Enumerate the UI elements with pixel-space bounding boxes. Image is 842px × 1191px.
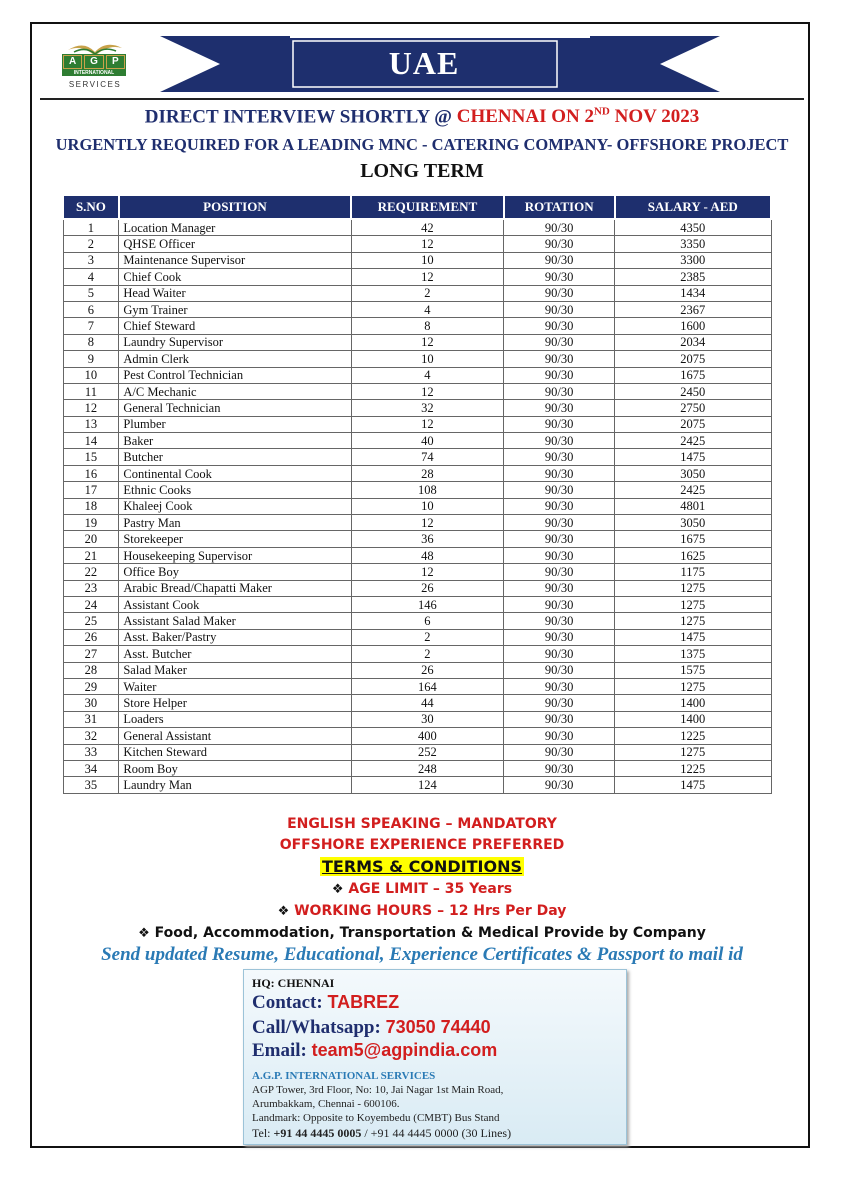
cell-salary: 1275	[615, 596, 771, 612]
cell-sno: 20	[63, 531, 119, 547]
cell-position: Waiter	[119, 678, 351, 694]
table-row	[63, 744, 771, 760]
cell-sno: 35	[63, 777, 119, 793]
cell-rotation: 90/30	[504, 269, 615, 285]
cell-position: QHSE Officer	[119, 236, 351, 252]
cell-position: Arabic Bread/Chapatti Maker	[119, 580, 351, 596]
table-row	[63, 236, 771, 252]
headline-city-date	[457, 106, 700, 127]
cell-position: Gym Trainer	[119, 301, 351, 317]
table-row	[63, 433, 771, 449]
tel-label: Tel:	[252, 1126, 274, 1140]
cell-requirement: 164	[351, 678, 504, 694]
cell-requirement: 30	[351, 711, 504, 727]
cell-position: Asst. Butcher	[119, 646, 351, 662]
cell-salary: 2750	[615, 400, 771, 416]
cell-requirement: 28	[351, 465, 504, 481]
table-row	[63, 498, 771, 514]
cell-sno: 1	[63, 219, 119, 236]
cell-salary: 3050	[615, 515, 771, 531]
cell-position: Location Manager	[119, 219, 351, 236]
cell-sno: 22	[63, 564, 119, 580]
cell-rotation: 90/30	[504, 498, 615, 514]
terms-text: TERMS & CONDITIONS	[321, 857, 523, 876]
cell-rotation: 90/30	[504, 580, 615, 596]
table-row	[63, 269, 771, 285]
cell-requirement: 12	[351, 383, 504, 399]
tel-main[interactable]: +91 44 4445 0005	[273, 1126, 362, 1140]
address-line: AGP Tower, 3rd Floor, No: 10, Jai Nagar 1st Main Road,	[252, 1084, 504, 1096]
cell-requirement: 36	[351, 531, 504, 547]
cell-sno: 29	[63, 678, 119, 694]
cell-salary: 2385	[615, 269, 771, 285]
cell-rotation: 90/30	[504, 678, 615, 694]
hours-text: WORKING HOURS – 12 Hrs Per Day	[294, 903, 567, 919]
cell-salary: 1475	[615, 777, 771, 793]
org-name: A.G.P. INTERNATIONAL SERVICES	[252, 1070, 436, 1082]
cell-requirement: 8	[351, 318, 504, 334]
table-row	[63, 760, 771, 776]
table-row	[63, 351, 771, 367]
table-header-row	[63, 196, 771, 219]
table-row	[63, 777, 771, 793]
cell-salary: 4801	[615, 498, 771, 514]
cell-rotation: 90/30	[504, 351, 615, 367]
cell-sno: 2	[63, 236, 119, 252]
cell-sno: 4	[63, 269, 119, 285]
cell-salary: 1225	[615, 728, 771, 744]
cell-position: Assistant Salad Maker	[119, 613, 351, 629]
cell-sno: 21	[63, 547, 119, 563]
cell-requirement: 248	[351, 760, 504, 776]
cell-requirement: 4	[351, 367, 504, 383]
cell-sno: 10	[63, 367, 119, 383]
cell-salary: 1575	[615, 662, 771, 678]
cell-requirement: 12	[351, 334, 504, 350]
cell-position: Room Boy	[119, 760, 351, 776]
address-line: Arumbakkam, Chennai - 600106.	[252, 1098, 400, 1110]
cell-rotation: 90/30	[504, 383, 615, 399]
cell-rotation: 90/30	[504, 613, 615, 629]
cell-requirement: 12	[351, 236, 504, 252]
cell-requirement: 32	[351, 400, 504, 416]
call-number[interactable]: 73050 74440	[385, 1017, 491, 1037]
cell-requirement: 4	[351, 301, 504, 317]
send-instructions: Send updated Resume, Educational, Experience Certificates & Passport to mail id	[101, 944, 743, 965]
cell-position: Ethnic Cooks	[119, 482, 351, 498]
cell-position: Chief Steward	[119, 318, 351, 334]
table-row	[63, 301, 771, 317]
cell-rotation: 90/30	[504, 662, 615, 678]
cell-salary: 1175	[615, 564, 771, 580]
table-row	[63, 416, 771, 432]
cell-position: General Assistant	[119, 728, 351, 744]
cell-sno: 6	[63, 301, 119, 317]
cell-salary: 1375	[615, 646, 771, 662]
cell-rotation: 90/30	[504, 482, 615, 498]
cell-sno: 3	[63, 252, 119, 268]
cell-sno: 8	[63, 334, 119, 350]
agp-logo	[60, 40, 130, 92]
cell-salary: 1434	[615, 285, 771, 301]
cell-sno: 14	[63, 433, 119, 449]
cell-rotation: 90/30	[504, 564, 615, 580]
jobs-table	[62, 196, 772, 794]
cell-position: Assistant Cook	[119, 596, 351, 612]
cell-position: Chief Cook	[119, 269, 351, 285]
cell-requirement: 400	[351, 728, 504, 744]
cell-requirement: 252	[351, 744, 504, 760]
cell-requirement: 12	[351, 515, 504, 531]
cell-requirement: 146	[351, 596, 504, 612]
cell-position: Storekeeper	[119, 531, 351, 547]
cell-rotation: 90/30	[504, 318, 615, 334]
cell-sno: 23	[63, 580, 119, 596]
cell-salary: 3050	[615, 465, 771, 481]
cell-rotation: 90/30	[504, 301, 615, 317]
cell-position: Salad Maker	[119, 662, 351, 678]
cell-salary: 2450	[615, 383, 771, 399]
cell-position: Office Boy	[119, 564, 351, 580]
table-row	[63, 646, 771, 662]
table-row	[63, 465, 771, 481]
cell-sno: 18	[63, 498, 119, 514]
cell-salary: 1475	[615, 629, 771, 645]
cell-rotation: 90/30	[504, 465, 615, 481]
cell-sno: 28	[63, 662, 119, 678]
cell-position: General Technician	[119, 400, 351, 416]
table-row	[63, 515, 771, 531]
logo-international: INTERNATIONAL	[62, 70, 126, 76]
cell-requirement: 10	[351, 351, 504, 367]
cell-sno: 15	[63, 449, 119, 465]
cell-rotation: 90/30	[504, 449, 615, 465]
table-row	[63, 580, 771, 596]
cell-requirement: 74	[351, 449, 504, 465]
cell-salary: 1275	[615, 613, 771, 629]
header-position: POSITION	[119, 196, 351, 219]
offshore-requirement: OFFSHORE EXPERIENCE PREFERRED	[279, 837, 565, 853]
cell-rotation: 90/30	[504, 711, 615, 727]
headline-prefix: DIRECT INTERVIEW SHORTLY @	[144, 106, 457, 128]
cell-sno: 31	[63, 711, 119, 727]
cell-sno: 9	[63, 351, 119, 367]
cell-sno: 11	[63, 383, 119, 399]
contact-name: TABREZ	[327, 992, 400, 1012]
cell-salary: 2034	[615, 334, 771, 350]
cell-sno: 27	[63, 646, 119, 662]
benefits	[40, 925, 804, 941]
cell-salary: 3300	[615, 252, 771, 268]
cell-sno: 32	[63, 728, 119, 744]
cell-position: Baker	[119, 433, 351, 449]
cell-requirement: 6	[351, 613, 504, 629]
cell-position: Housekeeping Supervisor	[119, 547, 351, 563]
cell-sno: 24	[63, 596, 119, 612]
table-row	[63, 564, 771, 580]
cell-rotation: 90/30	[504, 252, 615, 268]
cell-rotation: 90/30	[504, 334, 615, 350]
table-row	[63, 285, 771, 301]
cell-rotation: 90/30	[504, 629, 615, 645]
cell-rotation: 90/30	[504, 367, 615, 383]
table-row	[63, 695, 771, 711]
cell-salary: 1400	[615, 695, 771, 711]
cell-sno: 30	[63, 695, 119, 711]
contact-phone	[252, 1017, 491, 1039]
cell-requirement: 12	[351, 269, 504, 285]
cell-position: Store Helper	[119, 695, 351, 711]
cell-sno: 25	[63, 613, 119, 629]
logo-letter: P	[106, 55, 125, 69]
cell-rotation: 90/30	[504, 728, 615, 744]
cell-position: Laundry Man	[119, 777, 351, 793]
cell-sno: 16	[63, 465, 119, 481]
table-row	[63, 400, 771, 416]
cell-salary: 1275	[615, 678, 771, 694]
cell-position: Pest Control Technician	[119, 367, 351, 383]
cell-salary: 1400	[615, 711, 771, 727]
cell-requirement: 124	[351, 777, 504, 793]
table-row	[63, 318, 771, 334]
cell-position: Head Waiter	[119, 285, 351, 301]
banner-title: UAE	[388, 44, 460, 81]
cell-rotation: 90/30	[504, 515, 615, 531]
table-row	[63, 252, 771, 268]
cell-salary: 1225	[615, 760, 771, 776]
cell-salary: 3350	[615, 236, 771, 252]
email-link[interactable]: team5@agpindia.com	[311, 1040, 498, 1060]
cell-sno: 17	[63, 482, 119, 498]
cell-requirement: 40	[351, 433, 504, 449]
cell-requirement: 12	[351, 416, 504, 432]
cell-position: Asst. Baker/Pastry	[119, 629, 351, 645]
cell-requirement: 108	[351, 482, 504, 498]
cell-position: Plumber	[119, 416, 351, 432]
header-divider	[40, 98, 804, 100]
cell-salary: 2075	[615, 416, 771, 432]
cell-rotation: 90/30	[504, 433, 615, 449]
age-text: AGE LIMIT – 35 Years	[348, 881, 513, 897]
diamond-bullet-icon: ❖	[331, 882, 344, 897]
cell-rotation: 90/30	[504, 646, 615, 662]
cell-requirement: 10	[351, 252, 504, 268]
table-row	[63, 596, 771, 612]
cell-rotation: 90/30	[504, 760, 615, 776]
landmark-line: Landmark: Opposite to Koyembedu (CMBT) Bus Stand	[252, 1112, 500, 1124]
cell-salary: 1625	[615, 547, 771, 563]
telephone-line	[252, 1126, 511, 1141]
headline-city: CHENNAI ON 2	[456, 106, 594, 128]
cell-rotation: 90/30	[504, 777, 615, 793]
email-label: Email:	[252, 1040, 312, 1061]
cell-salary: 1475	[615, 449, 771, 465]
cell-salary: 1275	[615, 744, 771, 760]
cell-salary: 4350	[615, 219, 771, 236]
cell-requirement: 42	[351, 219, 504, 236]
cell-rotation: 90/30	[504, 596, 615, 612]
cell-rotation: 90/30	[504, 744, 615, 760]
terms-heading	[40, 857, 804, 876]
cell-rotation: 90/30	[504, 285, 615, 301]
cell-salary: 2367	[615, 301, 771, 317]
cell-salary: 1600	[615, 318, 771, 334]
table-row	[63, 531, 771, 547]
diamond-bullet-icon: ❖	[277, 904, 290, 919]
table-row	[63, 449, 771, 465]
cell-position: Butcher	[119, 449, 351, 465]
cell-sno: 13	[63, 416, 119, 432]
age-limit	[40, 881, 804, 897]
contact-label: Contact:	[252, 992, 328, 1013]
table-row	[63, 547, 771, 563]
cell-sno: 34	[63, 760, 119, 776]
cell-requirement: 26	[351, 580, 504, 596]
cell-rotation: 90/30	[504, 400, 615, 416]
cell-salary: 2425	[615, 482, 771, 498]
cell-rotation: 90/30	[504, 547, 615, 563]
headline-month: NOV 2023	[609, 106, 700, 128]
cell-position: Maintenance Supervisor	[119, 252, 351, 268]
table-row	[63, 219, 771, 236]
cell-requirement: 2	[351, 646, 504, 662]
contact-box	[243, 969, 627, 1145]
call-label: Call/Whatsapp:	[252, 1017, 386, 1038]
header-salary: SALARY - AED	[615, 196, 771, 219]
diamond-bullet-icon: ❖	[138, 926, 150, 941]
table-row	[63, 367, 771, 383]
table-row	[63, 711, 771, 727]
cell-requirement: 48	[351, 547, 504, 563]
cell-position: Kitchen Steward	[119, 744, 351, 760]
cell-rotation: 90/30	[504, 416, 615, 432]
table-row	[63, 482, 771, 498]
header-requirement: REQUIREMENT	[351, 196, 504, 219]
hq-label: HQ: CHENNAI	[252, 976, 335, 990]
cell-sno: 5	[63, 285, 119, 301]
cell-requirement: 12	[351, 564, 504, 580]
tel-rest: / +91 44 4445 0000 (30 Lines)	[361, 1126, 512, 1140]
cell-position: Laundry Supervisor	[119, 334, 351, 350]
cell-position: Continental Cook	[119, 465, 351, 481]
cell-position: Loaders	[119, 711, 351, 727]
logo-letter: A	[63, 55, 82, 69]
cell-position: Khaleej Cook	[119, 498, 351, 514]
cell-salary: 1275	[615, 580, 771, 596]
cell-rotation: 90/30	[504, 219, 615, 236]
table-row	[63, 613, 771, 629]
term-headline: LONG TERM	[360, 160, 484, 182]
cell-requirement: 2	[351, 629, 504, 645]
logo-letter: G	[84, 55, 103, 69]
cell-salary: 2425	[615, 433, 771, 449]
cell-sno: 19	[63, 515, 119, 531]
cell-position: Admin Clerk	[119, 351, 351, 367]
interview-headline	[40, 106, 804, 128]
header-sno: S.NO	[63, 196, 119, 219]
cell-requirement: 26	[351, 662, 504, 678]
cell-rotation: 90/30	[504, 531, 615, 547]
cell-sno: 33	[63, 744, 119, 760]
table-row	[63, 629, 771, 645]
table-row	[63, 334, 771, 350]
headline-sup: ND	[593, 106, 610, 118]
contact-email	[252, 1040, 497, 1062]
cell-rotation: 90/30	[504, 695, 615, 711]
english-requirement: ENGLISH SPEAKING – MANDATORY	[287, 816, 557, 832]
cell-requirement: 44	[351, 695, 504, 711]
table-row	[63, 678, 771, 694]
contact-person	[252, 992, 399, 1014]
cell-salary: 2075	[615, 351, 771, 367]
cell-sno: 26	[63, 629, 119, 645]
cell-rotation: 90/30	[504, 236, 615, 252]
requirement-headline: URGENTLY REQUIRED FOR A LEADING MNC - CATERING COMPANY- OFFSHORE PROJECT	[55, 135, 789, 154]
cell-sno: 12	[63, 400, 119, 416]
cell-requirement: 2	[351, 285, 504, 301]
table-body	[63, 219, 771, 793]
working-hours	[40, 903, 804, 919]
logo-letters	[62, 54, 126, 70]
cell-sno: 7	[63, 318, 119, 334]
header-rotation: ROTATION	[504, 196, 615, 219]
cell-salary: 1675	[615, 531, 771, 547]
cell-requirement: 10	[351, 498, 504, 514]
benefits-text: Food, Accommodation, Transportation & Medical Provide by Company	[154, 925, 706, 941]
table-row	[63, 728, 771, 744]
cell-position: A/C Mechanic	[119, 383, 351, 399]
table-row	[63, 662, 771, 678]
logo-services: SERVICES	[68, 80, 122, 89]
table-row	[63, 383, 771, 399]
cell-salary: 1675	[615, 367, 771, 383]
cell-position: Pastry Man	[119, 515, 351, 531]
